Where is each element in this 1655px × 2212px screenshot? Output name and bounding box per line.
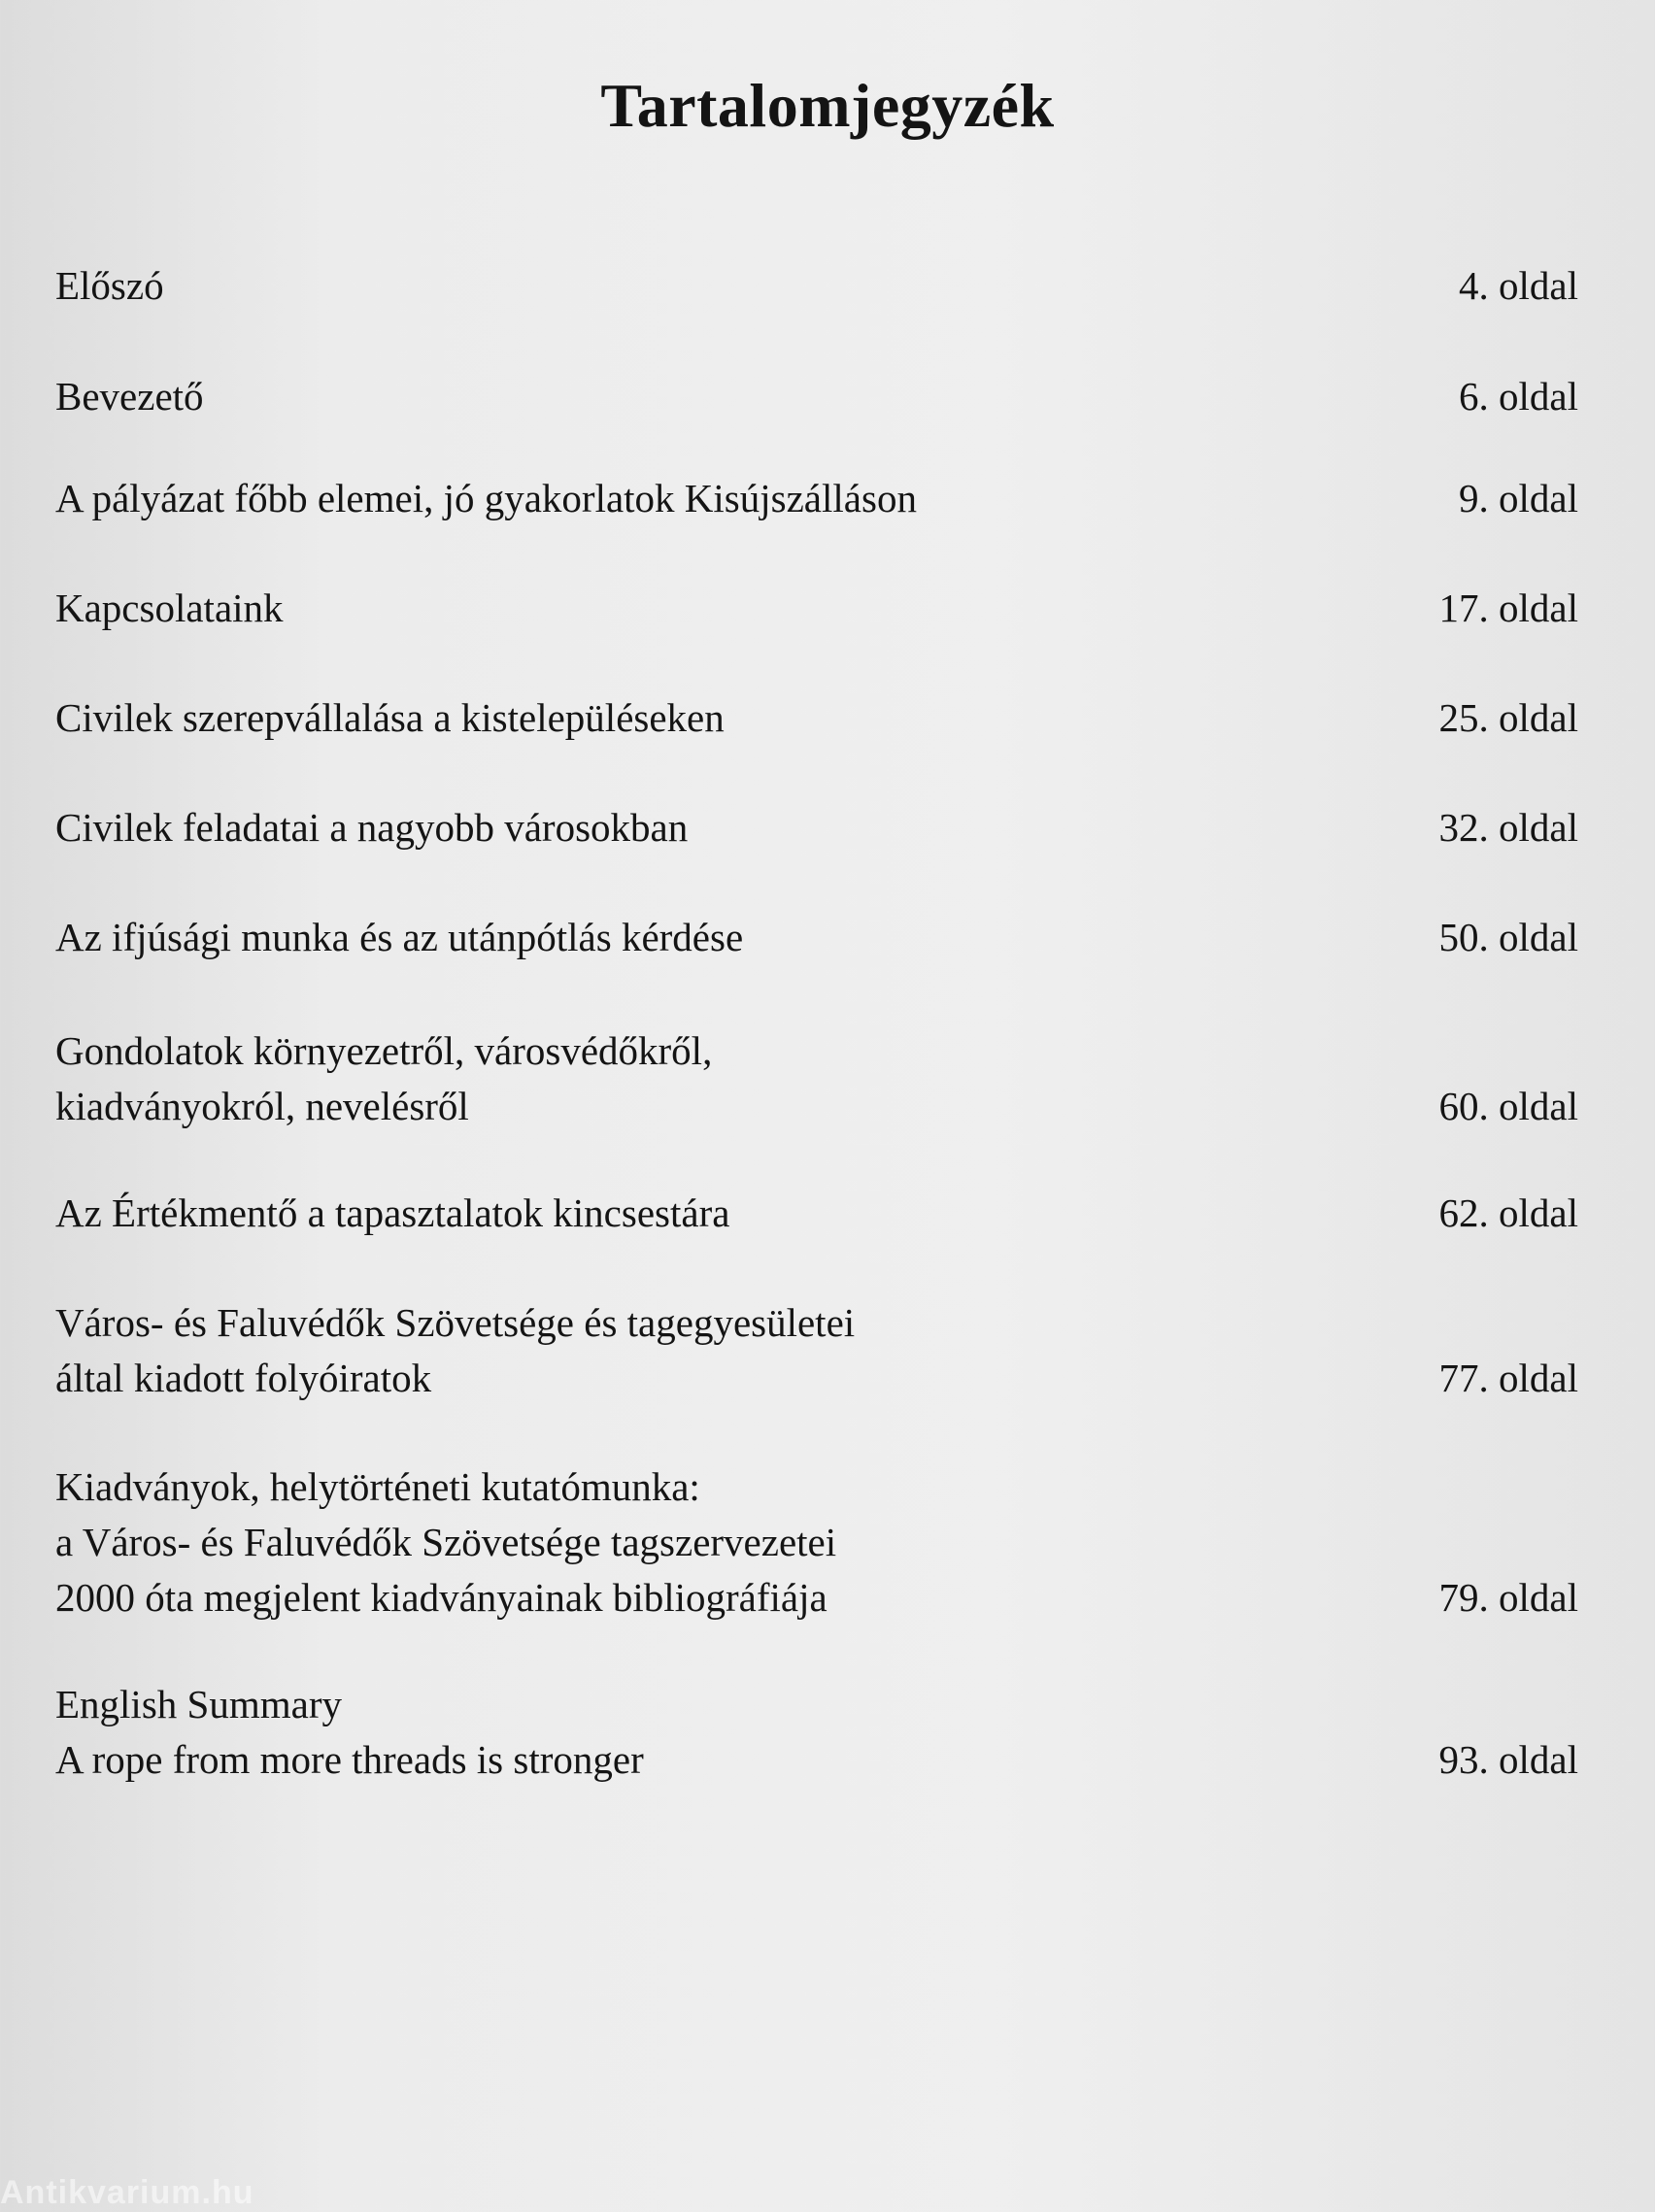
- toc-entry-title: Civilek feladatai a nagyobb városokban: [55, 805, 689, 850]
- toc-entry-page: 9. oldal: [1459, 476, 1578, 520]
- toc-entry-title: Bevezető: [55, 374, 204, 419]
- toc-entry: [55, 258, 1578, 314]
- toc-entry-page: 77. oldal: [1438, 1356, 1578, 1400]
- toc-entry-title: által kiadott folyóiratok: [55, 1356, 432, 1400]
- toc-entry-title: Előszó: [55, 263, 164, 308]
- toc-entry-title: Kiadványok, helytörténeti kutatómunka:: [55, 1464, 700, 1509]
- toc-entry-page: 4. oldal: [1459, 263, 1578, 308]
- toc-entry-title: Civilek szerepvállalása a kistelepüléseken: [55, 695, 725, 740]
- toc-entry-page: 79. oldal: [1438, 1575, 1578, 1620]
- toc-entry: [55, 800, 1578, 855]
- toc-entry-title: Gondolatok környezetről, városvédőkről,: [55, 1028, 713, 1073]
- toc-entry-title: English Summary: [55, 1682, 342, 1726]
- watermark: Antikvarium.hu: [0, 2174, 254, 2211]
- toc-entry: [55, 1459, 1578, 1625]
- toc-entry: [55, 471, 1578, 526]
- toc-entry: [55, 1677, 1578, 1788]
- toc-entry-page: 17. oldal: [1438, 586, 1578, 630]
- toc-entry-title: kiadványokról, nevelésről: [55, 1084, 469, 1128]
- toc-entry-title: Város- és Faluvédők Szövetsége és tagegyesületei: [55, 1300, 856, 1345]
- toc-entry: [55, 1186, 1578, 1241]
- toc-entry-title: Az ifjúsági munka és az utánpótlás kérdése: [55, 915, 744, 959]
- toc-entry-page: 32. oldal: [1438, 805, 1578, 850]
- toc-entry-title: A rope from more threads is stronger: [55, 1737, 644, 1782]
- toc-entry-title: Kapcsolataink: [55, 586, 284, 630]
- toc-entry: [55, 581, 1578, 636]
- toc-entry: [55, 1295, 1578, 1406]
- toc-entry-page: 60. oldal: [1438, 1084, 1578, 1128]
- toc-entry-title: A pályázat főbb elemei, jó gyakorlatok Kisújszálláson: [55, 476, 917, 520]
- toc-entry-page: 93. oldal: [1438, 1737, 1578, 1782]
- page-title: Tartalomjegyzék: [600, 71, 1055, 140]
- toc-entry: [55, 910, 1578, 965]
- toc-entry-title: a Város- és Faluvédők Szövetsége tagszervezetei: [55, 1520, 837, 1564]
- toc-entry-page: 62. oldal: [1438, 1190, 1578, 1235]
- toc-entry-page: 6. oldal: [1459, 374, 1578, 419]
- toc-entry-title: Az Értékmentő a tapasztalatok kincsestára: [55, 1190, 730, 1235]
- toc-entry: [55, 369, 1578, 424]
- toc-entry: [55, 1023, 1578, 1134]
- toc-entry-page: 25. oldal: [1438, 695, 1578, 740]
- toc-entry: [55, 690, 1578, 746]
- toc-entry-page: 50. oldal: [1438, 915, 1578, 959]
- toc-entry-title: 2000 óta megjelent kiadványainak bibliográfiája: [55, 1575, 828, 1620]
